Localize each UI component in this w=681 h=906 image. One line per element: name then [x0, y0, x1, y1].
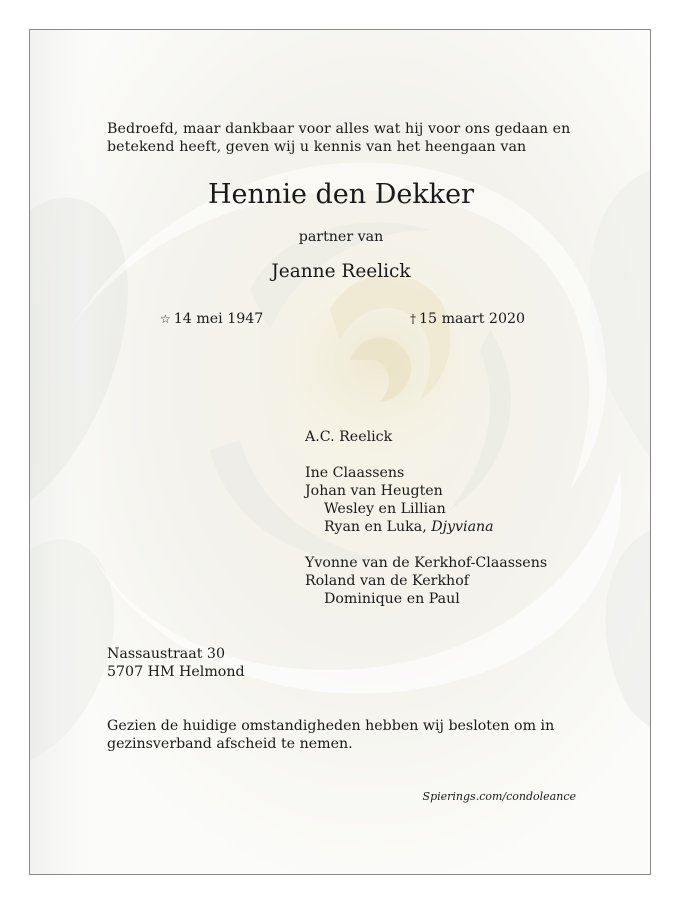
partner-name: Jeanne Reelick [271, 261, 411, 282]
family-grandchildren [305, 518, 547, 536]
family-member: Ine Claassens [305, 465, 405, 481]
family-member: Roland van de Kerkhof [305, 573, 469, 589]
address-street: Nassaustraat 30 [107, 646, 225, 662]
star-icon: ☆ [160, 312, 171, 326]
birth-date-text: 14 mei 1947 [173, 311, 264, 327]
intro-line-2: betekend heeft, geven wij u kennis van het heengaan van [107, 139, 527, 155]
notice-line-2: gezinsverband afscheid te nemen. [107, 736, 353, 752]
cross-icon: † [410, 312, 416, 326]
deceased-name: Hennie den Dekker [208, 179, 474, 210]
address-block [107, 645, 245, 681]
partner-label: partner van [298, 229, 384, 245]
family-member: Johan van Heugten [305, 483, 443, 499]
notice-text [107, 717, 554, 753]
grandchildren-names: Ryan en Luka, [324, 519, 432, 535]
family-member: A.C. Reelick [305, 429, 393, 445]
birth-date [160, 310, 263, 328]
death-date [410, 310, 525, 328]
card-content [30, 30, 651, 875]
great-grandchild-name: Djyviana [431, 519, 494, 535]
family-member: Yvonne van de Kerkhof-Claassens [305, 555, 548, 571]
intro-text [107, 120, 570, 156]
notice-line-1: Gezien de huidige omstandigheden hebben wij besloten om in [107, 718, 555, 734]
family-grandchildren: Wesley en Lillian [324, 501, 446, 517]
family-grandchildren: Dominique en Paul [324, 591, 460, 607]
death-date-text: 15 maart 2020 [419, 311, 526, 327]
intro-line-1: Bedroefd, maar dankbaar voor alles wat hij voor ons gedaan en [107, 121, 571, 137]
condolence-card [29, 29, 651, 875]
condolence-url[interactable]: Spierings.com/condoleance [422, 790, 576, 803]
address-city: 5707 HM Helmond [107, 664, 245, 680]
family-list [305, 428, 547, 608]
